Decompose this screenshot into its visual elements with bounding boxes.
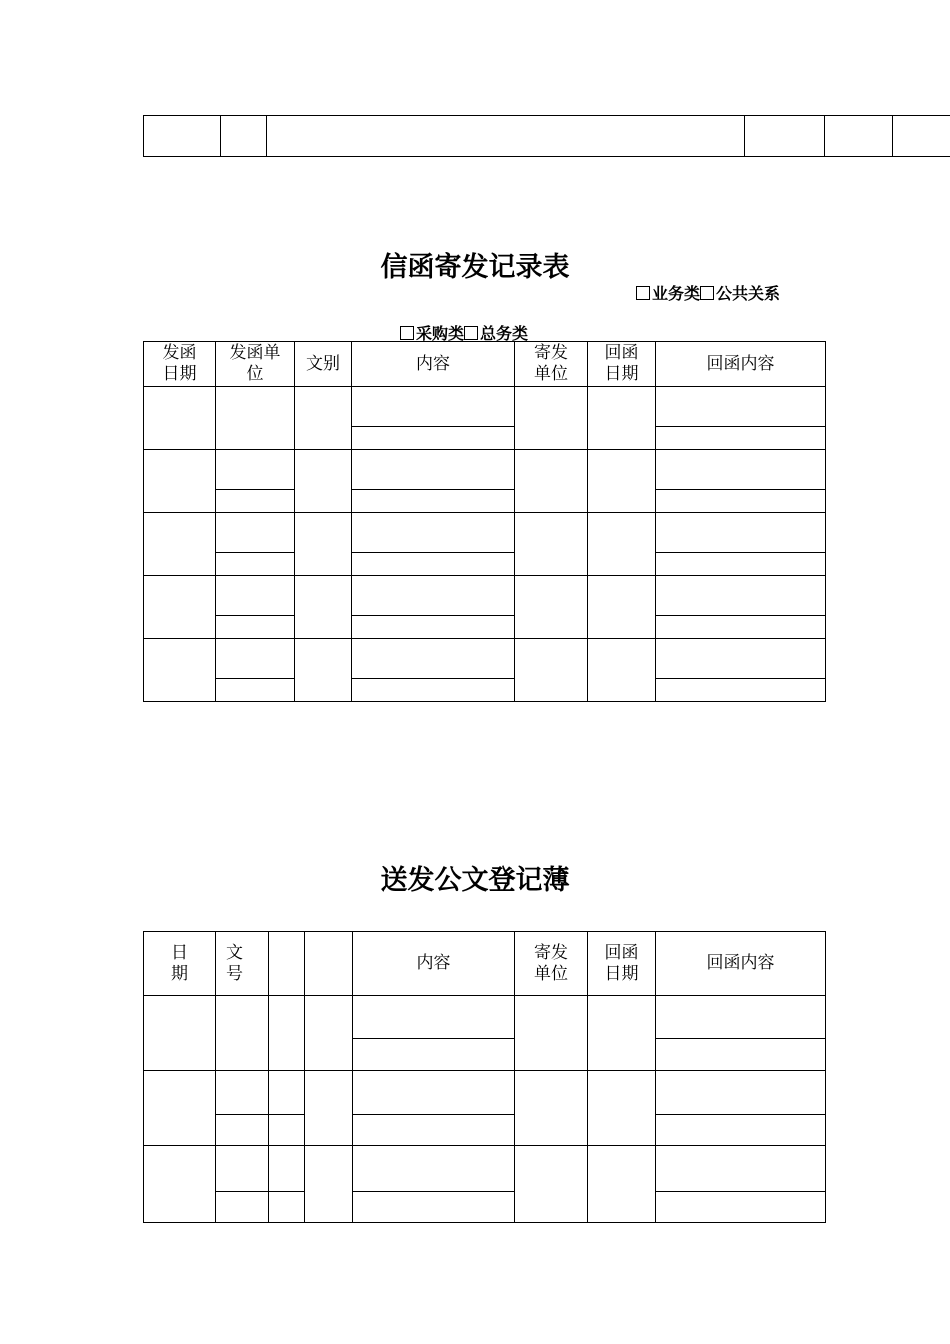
top-cell bbox=[825, 116, 893, 157]
checkbox-icon[interactable] bbox=[464, 326, 478, 340]
top-cell bbox=[267, 116, 745, 157]
cell-mailing-unit[interactable] bbox=[515, 450, 588, 513]
cell-mailing-unit[interactable] bbox=[515, 1146, 588, 1223]
cell-mailing-unit[interactable] bbox=[515, 513, 588, 576]
document-register-table bbox=[143, 931, 826, 1223]
cell-content[interactable] bbox=[353, 1071, 515, 1115]
cell-blank-1[interactable] bbox=[269, 1146, 305, 1192]
top-cell bbox=[144, 116, 221, 157]
cell-sender-unit[interactable] bbox=[216, 576, 295, 616]
cell-date[interactable] bbox=[144, 996, 216, 1071]
cell-content[interactable] bbox=[353, 996, 515, 1039]
header-blank-2 bbox=[305, 932, 353, 996]
cell-mailing-unit[interactable] bbox=[515, 1071, 588, 1146]
cell-content[interactable] bbox=[352, 387, 515, 427]
category-business: 业务类 bbox=[652, 284, 701, 303]
cell-content[interactable] bbox=[352, 490, 515, 513]
cell-content[interactable] bbox=[352, 450, 515, 490]
cell-content[interactable] bbox=[353, 1039, 515, 1071]
cell-doc-type[interactable] bbox=[295, 513, 352, 576]
cell-doc-type[interactable] bbox=[295, 387, 352, 450]
header-doc-type: 文别 bbox=[295, 342, 352, 387]
cell-sender-unit[interactable] bbox=[216, 553, 295, 576]
category-purchasing: 采购类 bbox=[416, 324, 465, 343]
cell-send-date[interactable] bbox=[144, 387, 216, 450]
cell-doc-number[interactable] bbox=[216, 1146, 269, 1192]
cell-content[interactable] bbox=[352, 616, 515, 639]
header-blank-1 bbox=[269, 932, 305, 996]
cell-date[interactable] bbox=[144, 1071, 216, 1146]
cell-send-date[interactable] bbox=[144, 513, 216, 576]
cell-blank-1[interactable] bbox=[269, 1192, 305, 1223]
cell-doc-type[interactable] bbox=[295, 576, 352, 639]
cell-reply-date[interactable] bbox=[588, 1146, 656, 1223]
cell-doc-number[interactable] bbox=[216, 1071, 269, 1115]
cell-send-date[interactable] bbox=[144, 450, 216, 513]
cell-blank-2[interactable] bbox=[305, 996, 353, 1071]
cell-reply-content[interactable] bbox=[656, 427, 826, 450]
top-cell bbox=[221, 116, 267, 157]
category-public-relations: 公共关系 bbox=[716, 284, 781, 303]
cell-mailing-unit[interactable] bbox=[515, 639, 588, 702]
checkbox-icon[interactable] bbox=[700, 286, 714, 300]
cell-doc-number[interactable] bbox=[216, 1115, 269, 1146]
cell-mailing-unit[interactable] bbox=[515, 387, 588, 450]
cell-doc-number[interactable] bbox=[216, 996, 269, 1071]
cell-content[interactable] bbox=[352, 427, 515, 450]
cell-reply-date[interactable] bbox=[588, 450, 656, 513]
cell-sender-unit[interactable] bbox=[216, 450, 295, 490]
cell-reply-content[interactable] bbox=[656, 490, 826, 513]
cell-content[interactable] bbox=[353, 1115, 515, 1146]
header-reply-content: 回函内容 bbox=[656, 932, 826, 996]
checkbox-icon[interactable] bbox=[636, 286, 650, 300]
cell-blank-2[interactable] bbox=[305, 1146, 353, 1223]
cell-blank-2[interactable] bbox=[305, 1071, 353, 1146]
document-register-title: 送发公文登记薄 bbox=[380, 865, 570, 896]
top-partial-table bbox=[143, 115, 950, 157]
top-cell bbox=[893, 116, 950, 157]
cell-reply-content[interactable] bbox=[656, 1039, 826, 1071]
cell-sender-unit[interactable] bbox=[216, 639, 295, 679]
cell-sender-unit[interactable] bbox=[216, 513, 295, 553]
cell-blank-1[interactable] bbox=[269, 1115, 305, 1146]
cell-reply-date[interactable] bbox=[588, 513, 656, 576]
cell-reply-content[interactable] bbox=[656, 553, 826, 576]
header-sender-unit: 发函单 位 bbox=[216, 342, 295, 387]
cell-reply-content[interactable] bbox=[656, 1071, 826, 1115]
cell-sender-unit[interactable] bbox=[216, 679, 295, 702]
cell-reply-date[interactable] bbox=[588, 996, 656, 1071]
cell-reply-content[interactable] bbox=[656, 576, 826, 616]
header-mailing-unit: 寄发 单位 bbox=[515, 932, 588, 996]
header-reply-content: 回函内容 bbox=[656, 342, 826, 387]
cell-reply-content[interactable] bbox=[656, 513, 826, 553]
category-line-1 bbox=[636, 281, 780, 304]
cell-content[interactable] bbox=[352, 679, 515, 702]
cell-reply-content[interactable] bbox=[656, 450, 826, 490]
cell-reply-content[interactable] bbox=[656, 387, 826, 427]
cell-date[interactable] bbox=[144, 1146, 216, 1223]
category-general-affairs: 总务类 bbox=[480, 324, 529, 343]
cell-send-date[interactable] bbox=[144, 576, 216, 639]
cell-sender-unit[interactable] bbox=[216, 490, 295, 513]
cell-reply-date[interactable] bbox=[588, 639, 656, 702]
letter-record-table bbox=[143, 341, 826, 702]
cell-reply-content[interactable] bbox=[656, 1146, 826, 1192]
cell-content[interactable] bbox=[352, 576, 515, 616]
checkbox-icon[interactable] bbox=[400, 326, 414, 340]
cell-sender-unit[interactable] bbox=[216, 616, 295, 639]
cell-mailing-unit[interactable] bbox=[515, 996, 588, 1071]
cell-sender-unit[interactable] bbox=[216, 387, 295, 450]
cell-reply-date[interactable] bbox=[588, 1071, 656, 1146]
cell-reply-content[interactable] bbox=[656, 639, 826, 679]
cell-doc-number[interactable] bbox=[216, 1192, 269, 1223]
top-cell bbox=[745, 116, 825, 157]
cell-content[interactable] bbox=[352, 639, 515, 679]
cell-reply-content[interactable] bbox=[656, 996, 826, 1039]
header-reply-date: 回函 日期 bbox=[588, 342, 656, 387]
header-doc-number: 文 号 bbox=[216, 932, 269, 996]
cell-send-date[interactable] bbox=[144, 639, 216, 702]
cell-content[interactable] bbox=[353, 1146, 515, 1192]
cell-mailing-unit[interactable] bbox=[515, 576, 588, 639]
header-date: 日 期 bbox=[144, 932, 216, 996]
cell-blank-1[interactable] bbox=[269, 996, 305, 1071]
cell-reply-date[interactable] bbox=[588, 387, 656, 450]
header-content: 内容 bbox=[352, 342, 515, 387]
cell-reply-content[interactable] bbox=[656, 1192, 826, 1223]
cell-content[interactable] bbox=[352, 553, 515, 576]
cell-doc-type[interactable] bbox=[295, 450, 352, 513]
cell-reply-content[interactable] bbox=[656, 679, 826, 702]
cell-content[interactable] bbox=[352, 513, 515, 553]
header-content: 内容 bbox=[353, 932, 515, 996]
header-send-date: 发函 日期 bbox=[144, 342, 216, 387]
cell-doc-type[interactable] bbox=[295, 639, 352, 702]
letter-record-title: 信函寄发记录表 bbox=[380, 252, 570, 283]
cell-reply-content[interactable] bbox=[656, 1115, 826, 1146]
cell-blank-1[interactable] bbox=[269, 1071, 305, 1115]
header-mailing-unit: 寄发 单位 bbox=[515, 342, 588, 387]
cell-reply-content[interactable] bbox=[656, 616, 826, 639]
header-reply-date: 回函 日期 bbox=[588, 932, 656, 996]
cell-reply-date[interactable] bbox=[588, 576, 656, 639]
cell-content[interactable] bbox=[353, 1192, 515, 1223]
